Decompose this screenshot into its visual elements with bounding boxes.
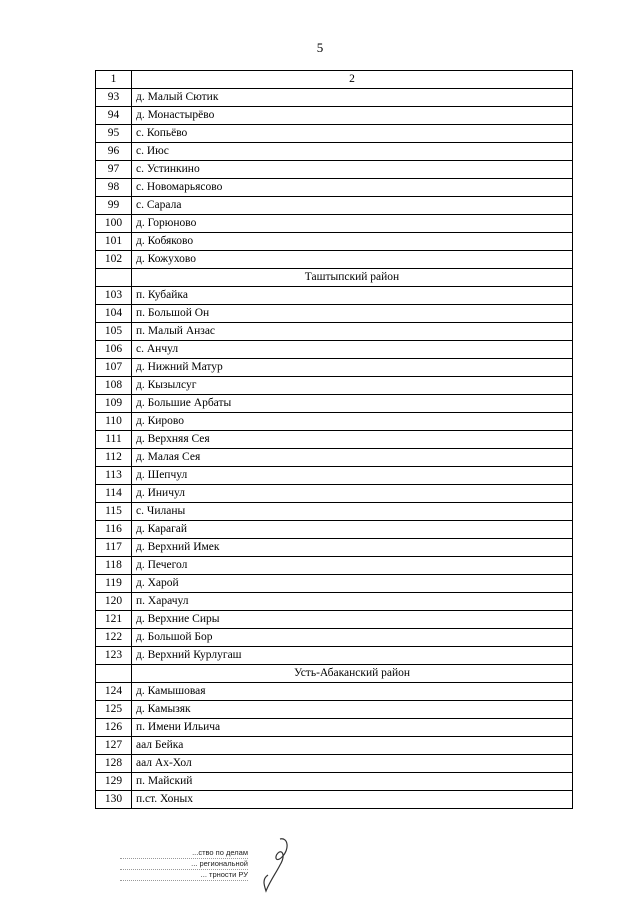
row-number: 129: [96, 773, 132, 791]
row-number: 115: [96, 503, 132, 521]
settlement-name: д. Кирово: [132, 413, 573, 431]
table-row: [96, 107, 573, 125]
row-number: 99: [96, 197, 132, 215]
settlements-table: [95, 70, 573, 809]
row-number: 121: [96, 611, 132, 629]
settlement-name: д. Кожухово: [132, 251, 573, 269]
district-number-cell: [96, 269, 132, 287]
settlement-name: д. Шепчул: [132, 467, 573, 485]
settlement-name: п. Кубайка: [132, 287, 573, 305]
row-number: 98: [96, 179, 132, 197]
table-row: [96, 215, 573, 233]
row-number: 118: [96, 557, 132, 575]
table-row: [96, 791, 573, 809]
settlement-name: с. Новомарьясово: [132, 179, 573, 197]
handwritten-signature: [258, 835, 292, 895]
table-row: [96, 611, 573, 629]
table-row: [96, 539, 573, 557]
stamp-line: ... трности РУ: [120, 870, 248, 881]
table-row: [96, 305, 573, 323]
settlement-name: п. Имени Ильича: [132, 719, 573, 737]
settlement-name: д. Харой: [132, 575, 573, 593]
row-number: 105: [96, 323, 132, 341]
row-number: 124: [96, 683, 132, 701]
table-row: [96, 179, 573, 197]
table-row: [96, 629, 573, 647]
table-row: [96, 647, 573, 665]
row-number: 110: [96, 413, 132, 431]
settlement-name: д. Малый Сютик: [132, 89, 573, 107]
table-row: [96, 593, 573, 611]
row-number: 100: [96, 215, 132, 233]
row-number: 117: [96, 539, 132, 557]
settlement-name: п. Малый Анзас: [132, 323, 573, 341]
registration-stamp: [120, 848, 248, 890]
column-header-number: 1: [96, 71, 132, 89]
settlement-name: с. Устинкино: [132, 161, 573, 179]
table-row: [96, 377, 573, 395]
table-body: [96, 71, 573, 809]
row-number: 126: [96, 719, 132, 737]
row-number: 111: [96, 431, 132, 449]
page-number: 5: [316, 40, 324, 55]
settlement-name: с. Анчул: [132, 341, 573, 359]
table-row: [96, 557, 573, 575]
table-row: [96, 521, 573, 539]
settlement-name: д. Камышовая: [132, 683, 573, 701]
settlement-name: д. Карагай: [132, 521, 573, 539]
stamp-line: ... региональной: [120, 859, 248, 870]
row-number: 94: [96, 107, 132, 125]
settlement-name: д. Большой Бор: [132, 629, 573, 647]
district-number-cell: [96, 665, 132, 683]
table-row: [96, 125, 573, 143]
settlement-name: д. Нижний Матур: [132, 359, 573, 377]
table-row: [96, 161, 573, 179]
table-row: [96, 287, 573, 305]
district-heading-row: [96, 665, 573, 683]
settlement-name: д. Верхние Сиры: [132, 611, 573, 629]
settlement-name: д. Малая Сея: [132, 449, 573, 467]
table-row: [96, 503, 573, 521]
district-heading-row: [96, 269, 573, 287]
settlement-name: д. Кызылсуг: [132, 377, 573, 395]
row-number: 108: [96, 377, 132, 395]
row-number: 101: [96, 233, 132, 251]
table-row: [96, 701, 573, 719]
table-row: [96, 683, 573, 701]
row-number: 127: [96, 737, 132, 755]
table-row: [96, 341, 573, 359]
row-number: 96: [96, 143, 132, 161]
row-number: 116: [96, 521, 132, 539]
settlement-name: д. Иничул: [132, 485, 573, 503]
settlement-name: п. Майский: [132, 773, 573, 791]
table-row: [96, 575, 573, 593]
row-number: 102: [96, 251, 132, 269]
settlement-name: п.ст. Хоных: [132, 791, 573, 809]
table-row: [96, 359, 573, 377]
table-row: [96, 89, 573, 107]
table-row: [96, 719, 573, 737]
row-number: 130: [96, 791, 132, 809]
settlement-name: п. Харачул: [132, 593, 573, 611]
table-row: [96, 737, 573, 755]
row-number: 97: [96, 161, 132, 179]
row-number: 109: [96, 395, 132, 413]
district-heading: Усть-Абаканский район: [132, 665, 573, 683]
table-row: [96, 773, 573, 791]
table-row: [96, 413, 573, 431]
settlement-name: д. Горюново: [132, 215, 573, 233]
row-number: 120: [96, 593, 132, 611]
row-number: 93: [96, 89, 132, 107]
row-number: 123: [96, 647, 132, 665]
row-number: 128: [96, 755, 132, 773]
row-number: 122: [96, 629, 132, 647]
table-header-row: [96, 71, 573, 89]
stamp-line: ...ство по делам: [120, 848, 248, 859]
settlement-name: д. Верхний Имек: [132, 539, 573, 557]
settlement-name: с. Копьёво: [132, 125, 573, 143]
settlement-name: д. Большие Арбаты: [132, 395, 573, 413]
table-row: [96, 431, 573, 449]
table-row: [96, 323, 573, 341]
settlement-name: д. Камызяк: [132, 701, 573, 719]
settlement-name: д. Печегол: [132, 557, 573, 575]
row-number: 107: [96, 359, 132, 377]
table-row: [96, 755, 573, 773]
row-number: 106: [96, 341, 132, 359]
district-heading: Таштыпский район: [132, 269, 573, 287]
settlement-name: д. Монастырёво: [132, 107, 573, 125]
row-number: 114: [96, 485, 132, 503]
table-row: [96, 233, 573, 251]
settlement-name: с. Сарала: [132, 197, 573, 215]
table-row: [96, 197, 573, 215]
settlement-name: с. Июс: [132, 143, 573, 161]
row-number: 103: [96, 287, 132, 305]
settlement-name: д. Кобяково: [132, 233, 573, 251]
table-row: [96, 467, 573, 485]
row-number: 112: [96, 449, 132, 467]
column-header-name: 2: [132, 71, 573, 89]
settlement-name: п. Большой Он: [132, 305, 573, 323]
table-row: [96, 143, 573, 161]
settlement-name: д. Верхний Курлугаш: [132, 647, 573, 665]
settlement-name: д. Верхняя Сея: [132, 431, 573, 449]
row-number: 125: [96, 701, 132, 719]
row-number: 104: [96, 305, 132, 323]
table-row: [96, 485, 573, 503]
table-row: [96, 395, 573, 413]
settlement-name: аал Ах-Хол: [132, 755, 573, 773]
table-row: [96, 251, 573, 269]
settlement-name: аал Бейка: [132, 737, 573, 755]
table-row: [96, 449, 573, 467]
row-number: 119: [96, 575, 132, 593]
row-number: 95: [96, 125, 132, 143]
row-number: 113: [96, 467, 132, 485]
settlement-name: с. Чиланы: [132, 503, 573, 521]
